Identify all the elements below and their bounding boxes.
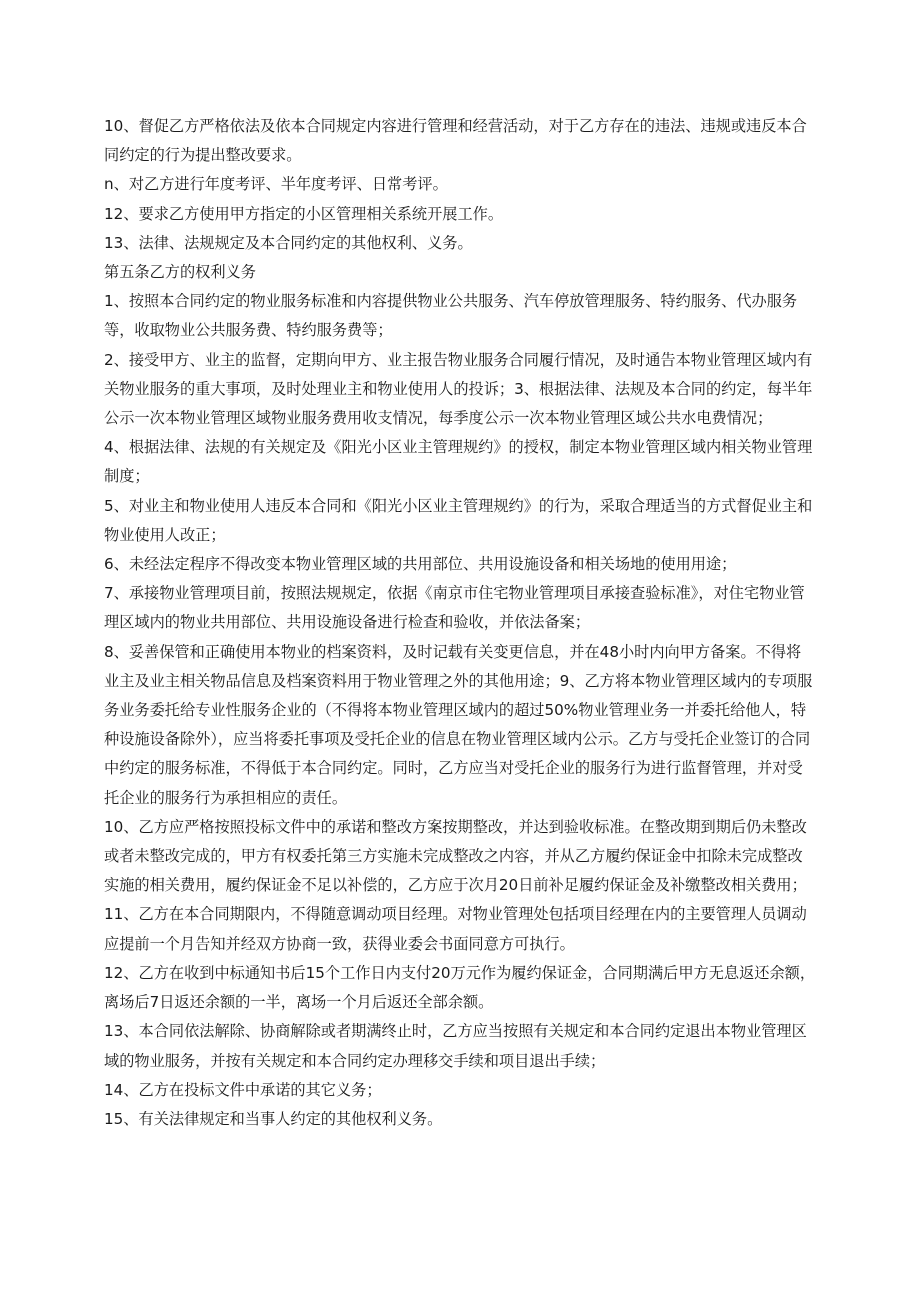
party-b-clause-1: 1、按照本合同约定的物业服务标准和内容提供物业公共服务、汽车停放管理服务、特约服务、代办服务等，收取物业公共服务费、特约服务费等；: [104, 292, 798, 340]
clause-10-supervise: 10、督促乙方严格依法及依本合同规定内容进行管理和经营活动，对于乙方存在的违法、违规或违反本合同约定的行为提出整改要求。: [104, 117, 807, 165]
section-heading-article-5: 第五条乙方的权利义务: [104, 263, 256, 282]
party-b-clause-13: 13、本合同依法解除、协商解除或者期满终止时，乙方应当按照有关规定和本合同约定退出本物业管理区域的物业服务，并按有关规定和本合同约定办理移交手续和项目退出手续；: [104, 1022, 807, 1070]
party-b-clause-14: 14、乙方在投标文件中承诺的其它义务；: [104, 1080, 382, 1099]
clause-12-system: 12、要求乙方使用甲方指定的小区管理相关系统开展工作。: [104, 204, 504, 223]
party-b-clause-6: 6、未经法定程序不得改变本物业管理区域的共用部位、共用设施设备和相关场地的使用用途；: [104, 555, 737, 574]
party-b-clause-4: 4、根据法律、法规的有关规定及《阳光小区业主管理规约》的授权，制定本物业管理区域内相关物业管理制度；: [104, 438, 813, 486]
party-b-clause-12: 12、乙方在收到中标通知书后15个工作日内支付20万元作为履约保证金，合同期满后甲方无息返还余额，离场后7日返还余额的一半，离场一个月后返还全部余额。: [104, 963, 816, 1012]
party-b-clause-5: 5、对业主和物业使用人违反本合同和《阳光小区业主管理规约》的行为，采取合理适当的方式督促业主和物业使用人改正；: [104, 496, 813, 544]
clause-11-evaluation: n、对乙方进行年度考评、半年度考评、日常考评。: [104, 175, 448, 194]
party-b-clause-2-3: 2、接受甲方、业主的监督，定期向甲方、业主报告物业服务合同履行情况，及时通告本物业管理区域内有关物业服务的重大事项，及时处理业主和物业使用人的投诉；3、根据法律、法规及本合同的约定，每半年公示一次本物业管理区域物业服务费用收支情况，每季度公示一次本物业管理区域公共水电费情况；: [104, 350, 813, 428]
document-body: [104, 112, 816, 1134]
party-b-clause-8-9: 8、妥善保管和正确使用本物业的档案资料，及时记载有关变更信息，并在48小时内向甲方备案。不得将业主及业主相关物品信息及档案资料用于物业管理之外的其他用途；9、乙方将本物业管理区域内的专项服务业务委托给专业性服务企业的（不得将本物业管理区域内的超过50%物业管理业务一并委托给他人，特种设施设备除外），应当将委托事项及受托企业的信息在物业管理区域内公示。乙方与受托企业签订的合同中约定的服务标准，不得低于本合同约定。同时，乙方应当对受托企业的服务行为进行监督管理，并对受托企业的服务行为承担相应的责任。: [104, 642, 813, 807]
party-b-clause-10: 10、乙方应严格按照投标文件中的承诺和整改方案按期整改，并达到验收标准。在整改期到期后仍未整改或者未整改完成的，甲方有权委托第三方实施未完成整改之内容，并从乙方履约保证金中扣除未完成整改实施的相关费用，履约保证金不足以补偿的，乙方应于次月20日前补足履约保证金及补缴整改相关费用；: [104, 817, 807, 895]
party-b-clause-11: 11、乙方在本合同期限内，不得随意调动项目经理。对物业管理处包括项目经理在内的主要管理人员调动应提前一个月告知并经双方协商一致，获得业委会书面同意方可执行。: [104, 905, 807, 953]
clause-13-other-rights: 13、法律、法规规定及本合同约定的其他权利、义务。: [104, 233, 473, 252]
party-b-clause-7: 7、承接物业管理项目前，按照法规规定，依据《南京市住宅物业管理项目承接查验标准》，对住宅物业管理区域内的物业共用部位、共用设施设备进行检查和验收，并依法备案；: [104, 584, 805, 632]
party-b-clause-15: 15、有关法律规定和当事人约定的其他权利义务。: [104, 1109, 443, 1128]
